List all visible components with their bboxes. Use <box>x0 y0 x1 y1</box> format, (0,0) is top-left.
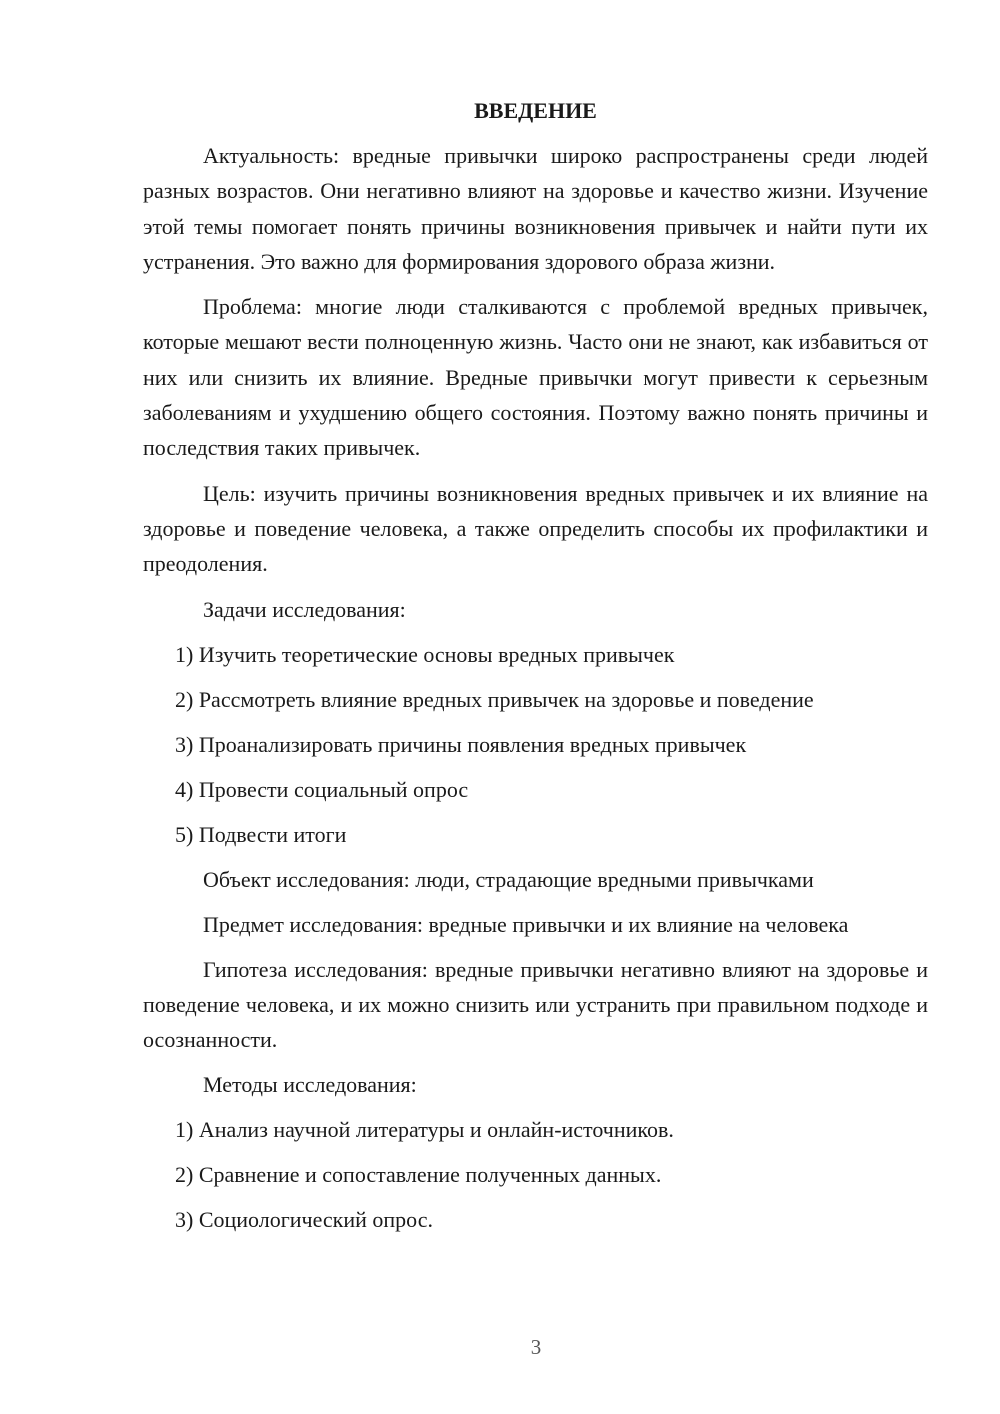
task-item: 2) Рассмотреть влияние вредных привычек на здоровье и поведение <box>175 686 814 712</box>
problem-paragraph: Проблема: многие люди сталкиваются с проблемой вредных привычек, которые мешают вести полноценную жизнь. Часто они не знают, как избавиться от них или снизить их влияние. Вредные привычки могут привести к серьезным заболеваниям и ухудшению общего состояния. Поэтому важно понять причины и последствия таких привычек. <box>143 294 928 461</box>
task-item: 3) Проанализировать причины появления вредных привычек <box>175 731 747 757</box>
task-item: 4) Провести социальный опрос <box>175 776 469 802</box>
hypothesis-paragraph: Гипотеза исследования: вредные привычки негативно влияют на здоровье и поведение человека, и их можно снизить или устранить при правильном подходе и осознанности. <box>143 956 928 1053</box>
document-page <box>143 93 928 1247</box>
task-item: 1) Изучить теоретические основы вредных привычек <box>175 641 675 667</box>
method-item: 1) Анализ научной литературы и онлайн-источников. <box>175 1117 674 1143</box>
relevance-paragraph: Актуальность: вредные привычки широко распространены среди людей разных возрастов. Они негативно влияют на здоровье и качество жизни. Изучение этой темы помогает понять причины возникновения привычек и найти пути их устранения. Это важно для формирования здорового образа жизни. <box>143 143 928 274</box>
methods-heading: Методы исследования: <box>203 1072 417 1098</box>
tasks-heading: Задачи исследования: <box>203 596 406 622</box>
page-number: 3 <box>530 1335 542 1359</box>
task-item: 5) Подвести итоги <box>175 821 347 847</box>
research-object: Объект исследования: люди, страдающие вредными привычками <box>203 866 814 892</box>
method-item: 2) Сравнение и сопоставление полученных данных. <box>175 1162 662 1188</box>
section-title: ВВЕДЕНИЕ <box>474 98 597 123</box>
goal-paragraph: Цель: изучить причины возникновения вредных привычек и их влияние на здоровье и поведение человека, а также определить способы их профилактики и преодоления. <box>143 480 928 577</box>
method-item: 3) Социологический опрос. <box>175 1207 433 1233</box>
research-subject: Предмет исследования: вредные привычки и их влияние на человека <box>203 911 849 937</box>
